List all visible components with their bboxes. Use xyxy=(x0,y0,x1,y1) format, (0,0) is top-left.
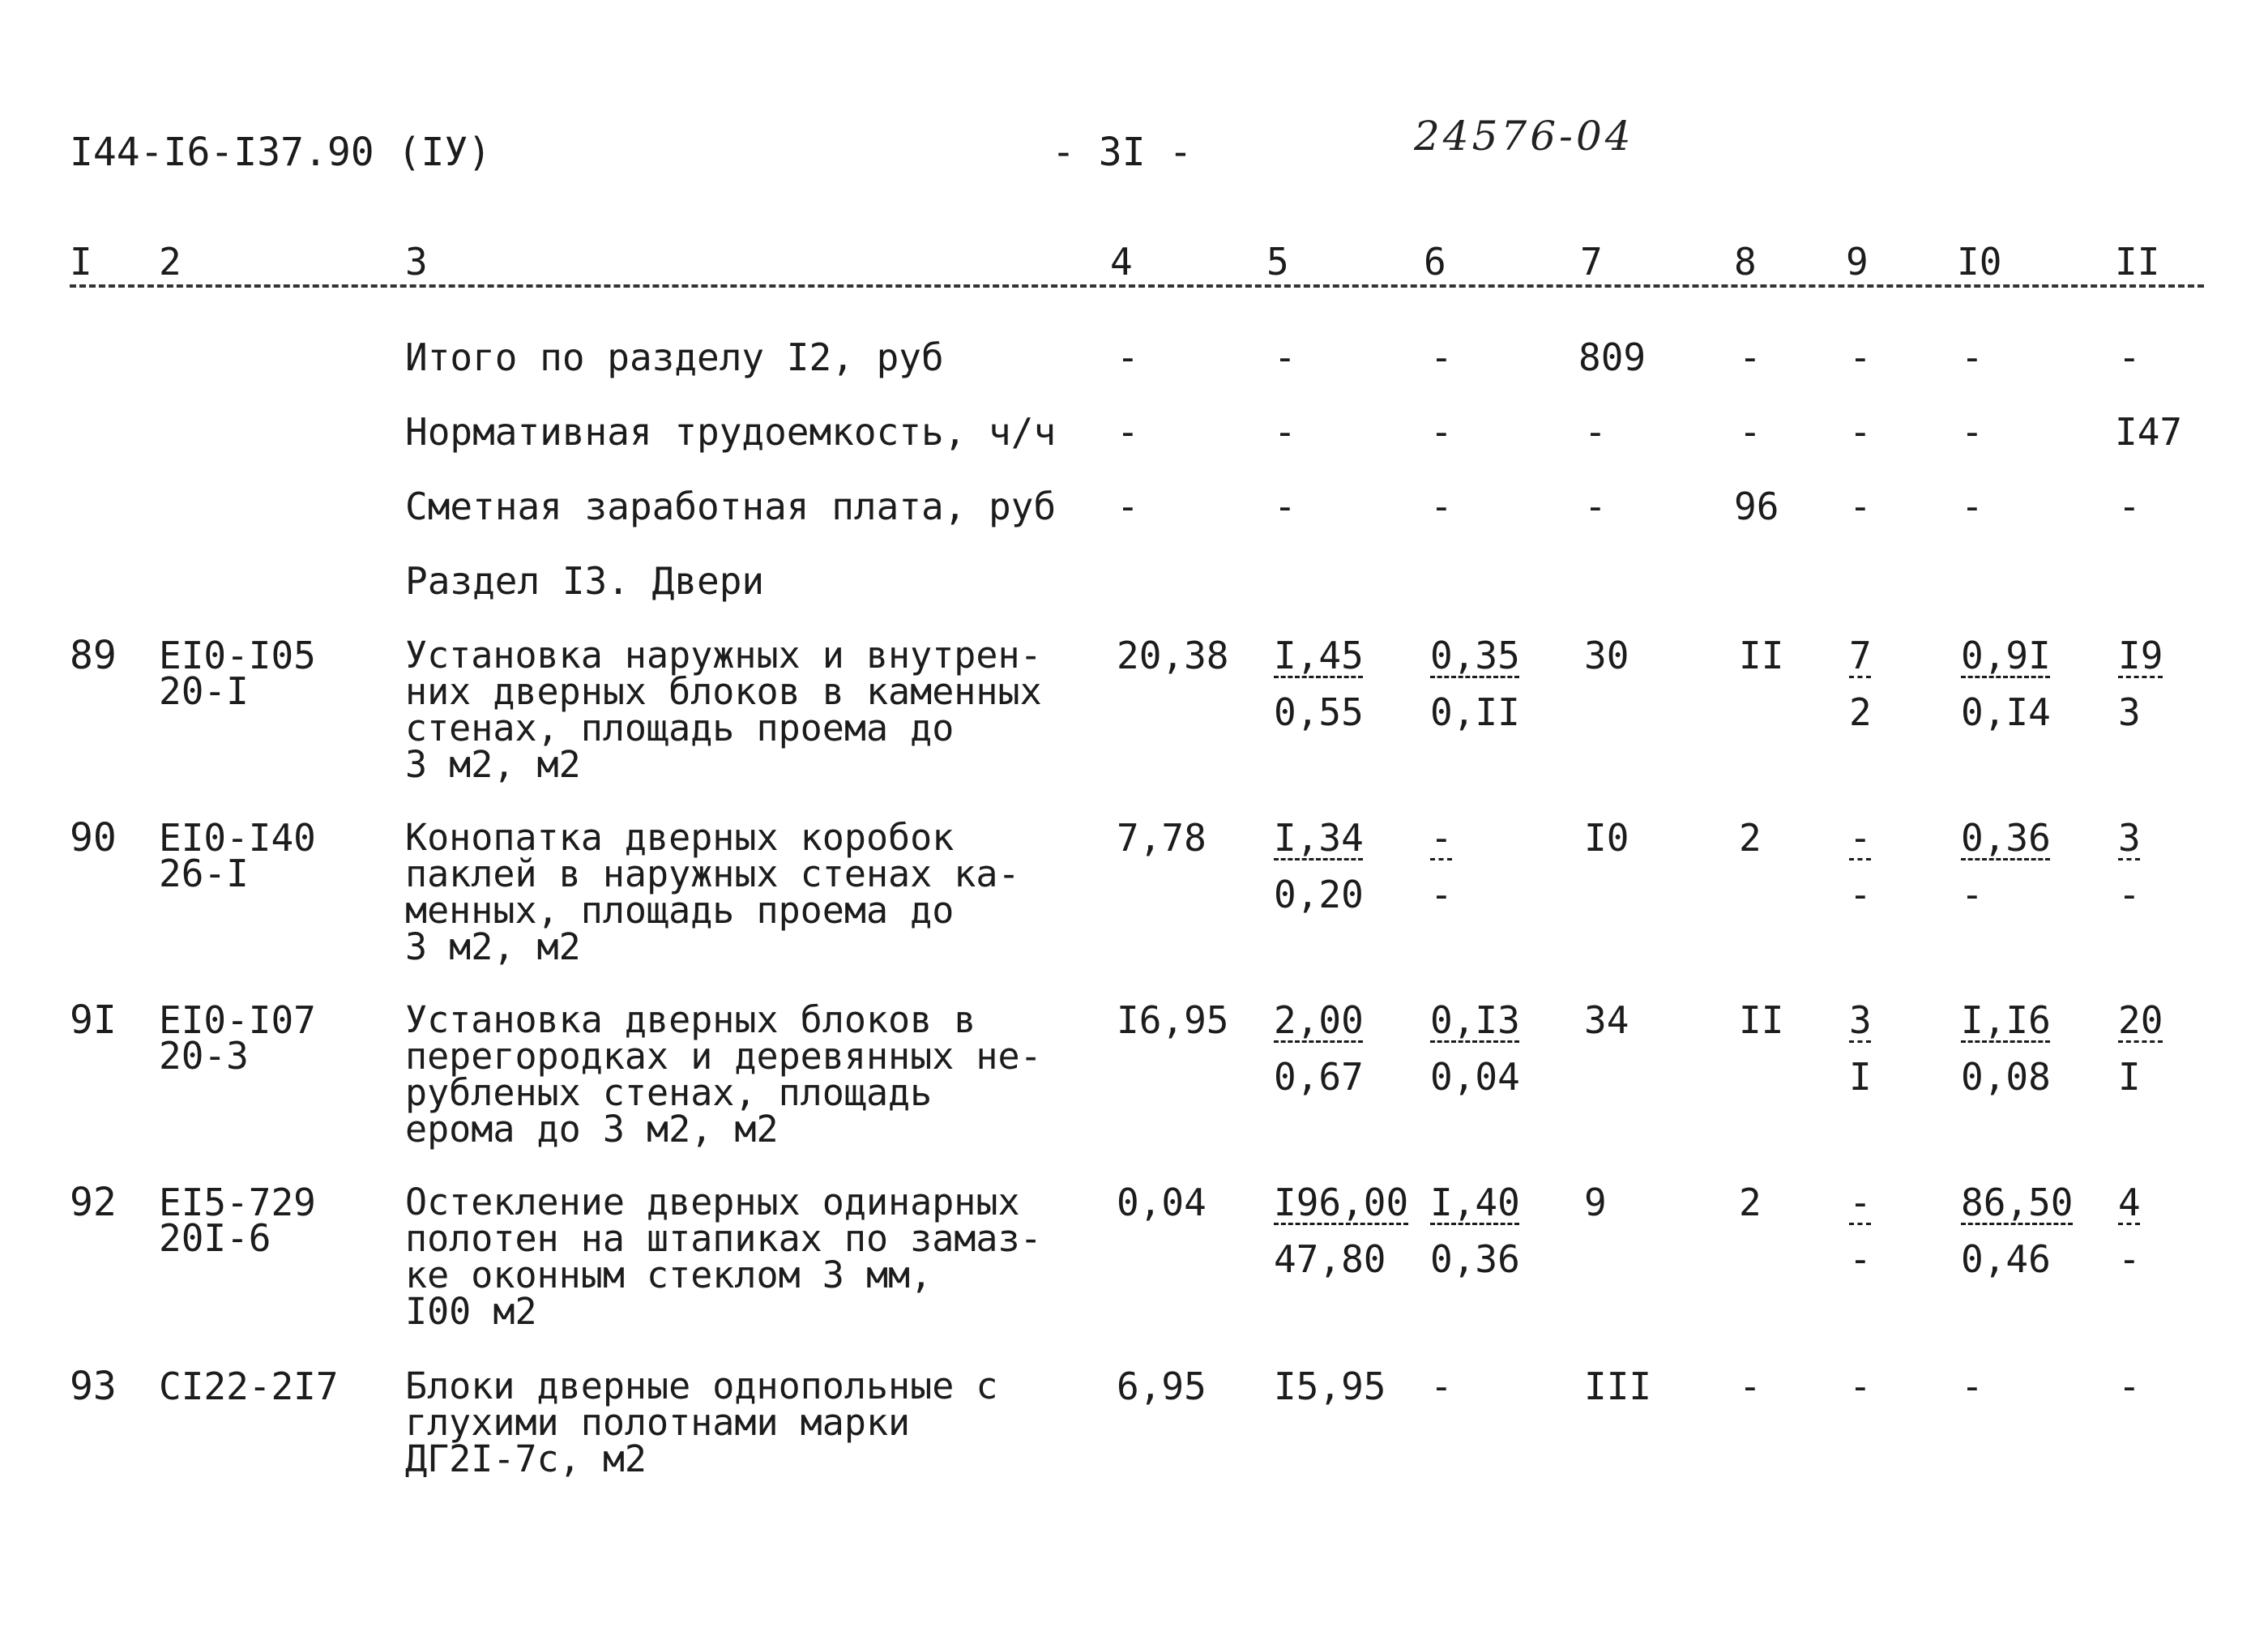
cell: 96 xyxy=(1734,485,1779,528)
cell: 0,55 xyxy=(1274,690,1364,734)
row-number: 9I xyxy=(70,997,117,1043)
cell: I,I6 xyxy=(1961,998,2051,1042)
cell: 0,46 xyxy=(1961,1237,2051,1281)
cell: - xyxy=(2118,873,2141,916)
cell: 7 xyxy=(1849,634,1872,677)
cell: - xyxy=(1961,873,1984,916)
cell: 7,78 xyxy=(1117,816,1207,860)
document-code: I44-I6-I37.90 (IУ) xyxy=(70,130,492,175)
row-number: 90 xyxy=(70,815,117,860)
cell: - xyxy=(1849,335,1872,379)
cell: 30 xyxy=(1584,634,1629,677)
cell: - xyxy=(1430,410,1453,454)
cell: II xyxy=(1739,634,1784,677)
cell: - xyxy=(1430,816,1453,860)
cell: 0,I4 xyxy=(1961,690,2051,734)
rate-code: EI0-I05 xyxy=(159,634,316,677)
cell: - xyxy=(1849,816,1872,860)
cell: 34 xyxy=(1584,998,1629,1042)
desc-line: них дверных блоков в каменных xyxy=(405,670,1042,713)
col-header-9: 9 xyxy=(1846,240,1869,284)
col-header-6: 6 xyxy=(1424,240,1446,284)
cell: - xyxy=(1430,485,1453,528)
cell: - xyxy=(1274,410,1296,454)
cell: 3 xyxy=(2118,690,2141,734)
cell: 2 xyxy=(1849,690,1872,734)
cell: - xyxy=(1584,485,1607,528)
cell: - xyxy=(1430,335,1453,379)
cell: - xyxy=(1849,1237,1872,1281)
cell: 86,50 xyxy=(1961,1181,2074,1224)
cell: I,34 xyxy=(1274,816,1364,860)
cell: - xyxy=(1430,1364,1453,1408)
row-number: 92 xyxy=(70,1180,117,1225)
rate-code: EI0-I40 xyxy=(159,816,316,860)
cell: 2,00 xyxy=(1274,998,1364,1042)
cell: I96,00 xyxy=(1274,1181,1409,1224)
cell: 47,80 xyxy=(1274,1237,1386,1281)
cell: 9 xyxy=(1584,1181,1607,1224)
rate-code: EI0-I07 xyxy=(159,998,316,1042)
rate-code: EI5-729 xyxy=(159,1181,316,1224)
rate-code: CI22-2I7 xyxy=(159,1364,339,1408)
cell: 0,35 xyxy=(1430,634,1520,677)
cell: - xyxy=(2118,1237,2141,1281)
cell: - xyxy=(1274,335,1296,379)
desc-line: I00 м2 xyxy=(405,1290,537,1333)
cell: 0,I3 xyxy=(1430,998,1520,1042)
cell: - xyxy=(1739,1364,1762,1408)
summary-label: Сметная заработная плата, руб xyxy=(405,485,1057,528)
rate-code-suffix: 26-I xyxy=(159,852,249,895)
desc-line: 3 м2, м2 xyxy=(405,925,581,968)
col-header-10: I0 xyxy=(1957,240,2002,284)
cell: 6,95 xyxy=(1117,1364,1207,1408)
work-description xyxy=(405,816,1020,968)
cell: - xyxy=(1739,335,1762,379)
cell: 0,04 xyxy=(1430,1055,1520,1099)
cell: 0,9I xyxy=(1961,634,2051,677)
col-header-4: 4 xyxy=(1110,240,1133,284)
section-title: Раздел I3. Двери xyxy=(405,559,765,603)
desc-line: полотен на штапиках по замаз- xyxy=(405,1217,1042,1260)
desc-line: паклей в наружных стенах ка- xyxy=(405,852,1020,895)
desc-line: ке оконным стеклом 3 мм, xyxy=(405,1253,933,1296)
desc-line: Остекление дверных одинарных xyxy=(405,1181,1020,1223)
col-header-3: 3 xyxy=(405,240,428,284)
cell: - xyxy=(1117,410,1139,454)
cell: 0,08 xyxy=(1961,1055,2051,1099)
work-description xyxy=(405,634,1042,786)
desc-line: 3 м2, м2 xyxy=(405,743,581,786)
cell: 20 xyxy=(2118,998,2163,1042)
desc-line: Конопатка дверных коробок xyxy=(405,816,955,859)
desc-line: Установка наружных и внутрен- xyxy=(405,634,1042,677)
col-header-1: I xyxy=(70,240,92,284)
page-number: - 3I - xyxy=(1052,130,1193,175)
cell: - xyxy=(1849,1364,1872,1408)
cell: 0,II xyxy=(1430,690,1520,734)
cell: 809 xyxy=(1578,335,1647,379)
cell: 4 xyxy=(2118,1181,2141,1224)
cell: - xyxy=(1739,410,1762,454)
cell: - xyxy=(1849,485,1872,528)
cell: I xyxy=(2118,1055,2141,1099)
handwritten-number: 24576-04 xyxy=(1414,113,1634,160)
desc-line: Установка дверных блоков в xyxy=(405,998,976,1041)
cell: I xyxy=(1849,1055,1872,1099)
cell: III xyxy=(1584,1364,1652,1408)
cell: - xyxy=(1961,335,1984,379)
cell: - xyxy=(2118,485,2141,528)
cell: I5,95 xyxy=(1274,1364,1386,1408)
cell: 0,67 xyxy=(1274,1055,1364,1099)
desc-line: стенах, площадь проема до xyxy=(405,707,955,749)
cell: I,45 xyxy=(1274,634,1364,677)
cell: - xyxy=(1849,410,1872,454)
work-description xyxy=(405,1364,998,1480)
cell: I47 xyxy=(2115,410,2183,454)
cell: 0,04 xyxy=(1117,1181,1207,1224)
col-header-11: II xyxy=(2115,240,2160,284)
cell: - xyxy=(1961,1364,1984,1408)
desc-line: глухими полотнами марки xyxy=(405,1401,911,1444)
col-header-8: 8 xyxy=(1734,240,1757,284)
desc-line: ДГ2I-7с, м2 xyxy=(405,1437,647,1480)
cell: I6,95 xyxy=(1117,998,1229,1042)
cell: II xyxy=(1739,998,1784,1042)
cell: - xyxy=(1584,410,1607,454)
cell: 0,20 xyxy=(1274,873,1364,916)
cell: 3 xyxy=(2118,816,2141,860)
col-header-2: 2 xyxy=(159,240,182,284)
cell: I9 xyxy=(2118,634,2163,677)
work-description xyxy=(405,1181,1042,1333)
desc-line: Блоки дверные однопольные с xyxy=(405,1364,998,1407)
cell: - xyxy=(1274,485,1296,528)
desc-line: перегородках и деревянных не- xyxy=(405,1035,1042,1078)
cell: 2 xyxy=(1739,816,1762,860)
cell: - xyxy=(1961,410,1984,454)
cell: 3 xyxy=(1849,998,1872,1042)
cell: - xyxy=(1849,873,1872,916)
cell: - xyxy=(1849,1181,1872,1224)
rate-code-suffix: 20-I xyxy=(159,669,249,713)
cell: 2 xyxy=(1739,1181,1762,1224)
row-number: 93 xyxy=(70,1364,117,1409)
rate-code-suffix: 20I-6 xyxy=(159,1216,271,1260)
row-number: 89 xyxy=(70,633,117,678)
cell: - xyxy=(1117,485,1139,528)
desc-line: рубленых стенах, площадь xyxy=(405,1071,933,1114)
cell: - xyxy=(1117,335,1139,379)
col-header-7: 7 xyxy=(1580,240,1603,284)
cell: - xyxy=(1961,485,1984,528)
summary-label: Нормативная трудоемкость, ч/ч xyxy=(405,410,1057,454)
cell: I,40 xyxy=(1430,1181,1520,1224)
cell: I0 xyxy=(1584,816,1629,860)
cell: 0,36 xyxy=(1430,1237,1520,1281)
header-divider xyxy=(70,284,2204,288)
col-header-5: 5 xyxy=(1266,240,1289,284)
cell: - xyxy=(2118,1364,2141,1408)
cell: - xyxy=(2118,335,2141,379)
desc-line: ерома до 3 м2, м2 xyxy=(405,1108,779,1151)
work-description xyxy=(405,998,1042,1151)
rate-code-suffix: 20-3 xyxy=(159,1034,249,1078)
cell: 20,38 xyxy=(1117,634,1229,677)
desc-line: менных, площадь проема до xyxy=(405,889,955,932)
summary-label: Итого по разделу I2, руб xyxy=(405,335,944,379)
cell: 0,36 xyxy=(1961,816,2051,860)
cell: - xyxy=(1430,873,1453,916)
